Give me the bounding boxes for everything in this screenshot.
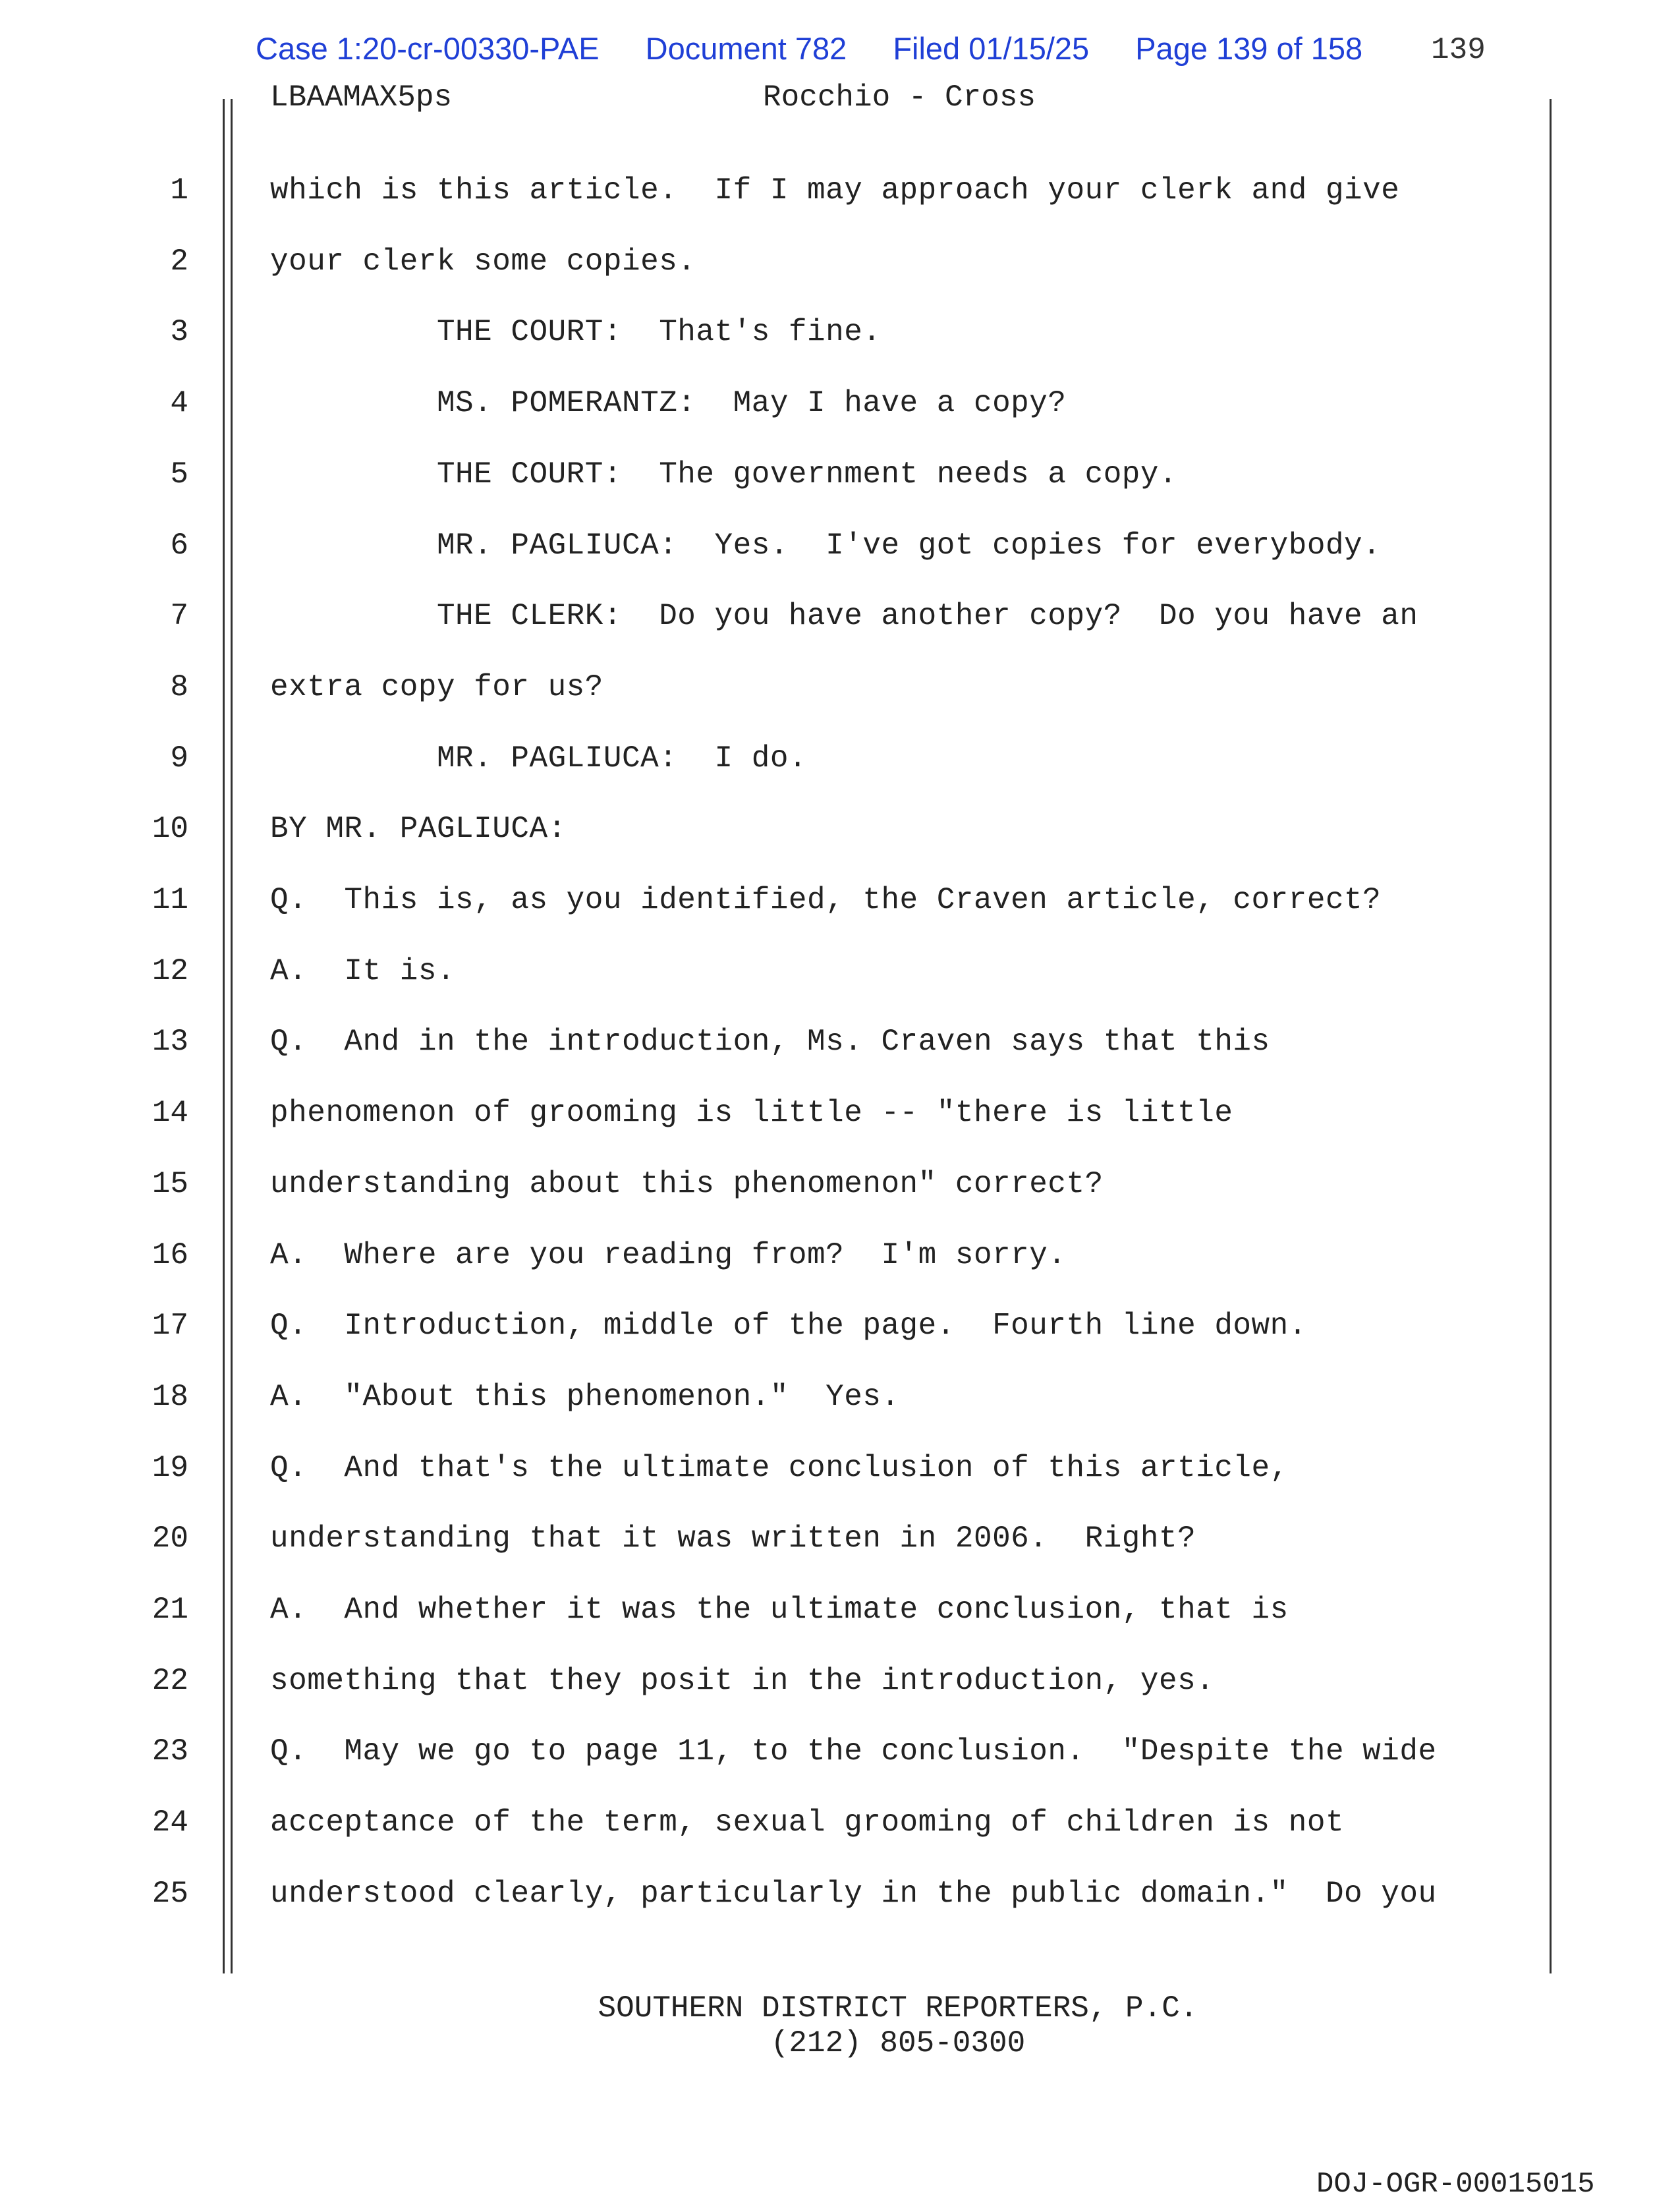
line-number: 6 bbox=[170, 528, 188, 563]
transcript-line: Q. And that's the ultimate conclusion of this article, bbox=[270, 1451, 1289, 1485]
transcript-line: understanding about this phenomenon" correct? bbox=[270, 1167, 1104, 1201]
line-number: 1 bbox=[170, 173, 188, 208]
line-number: 14 bbox=[152, 1096, 188, 1130]
transcript-line: understanding that it was written in 2006. Right? bbox=[270, 1521, 1196, 1556]
transcript-line: A. Where are you reading from? I'm sorry. bbox=[270, 1238, 1067, 1272]
line-number: 5 bbox=[170, 457, 188, 492]
transcript-line: your clerk some copies. bbox=[270, 244, 696, 279]
document-number: Document 782 bbox=[645, 31, 847, 66]
stamp-page: Page 139 of 158 bbox=[1135, 31, 1363, 66]
line-number: 8 bbox=[170, 670, 188, 704]
transcript-line: THE COURT: The government needs a copy. bbox=[270, 457, 1178, 492]
transcript-line: extra copy for us? bbox=[270, 670, 603, 704]
line-number: 24 bbox=[152, 1805, 188, 1840]
line-number: 9 bbox=[170, 741, 188, 776]
transcript-line: MS. POMERANTZ: May I have a copy? bbox=[270, 386, 1067, 420]
case-number: Case 1:20-cr-00330-PAE bbox=[256, 31, 600, 66]
transcript-line: acceptance of the term, sexual grooming of children is not bbox=[270, 1805, 1345, 1840]
line-number: 18 bbox=[152, 1380, 188, 1414]
bates-number: DOJ-OGR-00015015 bbox=[1316, 2168, 1595, 2201]
line-number: 20 bbox=[152, 1521, 188, 1556]
running-head-center: Rocchio - Cross bbox=[763, 80, 1036, 115]
left-margin-rule-1 bbox=[223, 99, 225, 1973]
transcript-line: Q. This is, as you identified, the Craven article, correct? bbox=[270, 883, 1382, 917]
line-number: 17 bbox=[152, 1309, 188, 1343]
transcript-line: something that they posit in the introduction, yes. bbox=[270, 1664, 1215, 1698]
line-number: 16 bbox=[152, 1238, 188, 1272]
transcript-line: Q. May we go to page 11, to the conclusion. "Despite the wide bbox=[270, 1734, 1437, 1769]
line-number: 7 bbox=[170, 599, 188, 633]
transcript-line: MR. PAGLIUCA: Yes. I've got copies for everybody. bbox=[270, 528, 1382, 563]
filing-stamp bbox=[256, 30, 1362, 67]
transcript-line: MR. PAGLIUCA: I do. bbox=[270, 741, 808, 776]
reporter-phone: (212) 805-0300 bbox=[770, 2026, 1026, 2060]
transcript-line: THE CLERK: Do you have another copy? Do you have an bbox=[270, 599, 1418, 633]
transcript-line: A. "About this phenomenon." Yes. bbox=[270, 1380, 900, 1414]
line-number: 11 bbox=[152, 883, 188, 917]
transcript-line: A. And whether it was the ultimate conclusion, that is bbox=[270, 1593, 1289, 1627]
transcript-line: BY MR. PAGLIUCA: bbox=[270, 812, 567, 846]
line-number: 10 bbox=[152, 812, 188, 846]
reporter-name: SOUTHERN DISTRICT REPORTERS, P.C. bbox=[598, 1991, 1198, 2026]
transcript-line: Q. Introduction, middle of the page. Fourth line down. bbox=[270, 1309, 1307, 1343]
transcript-line: understood clearly, particularly in the public domain." Do you bbox=[270, 1877, 1437, 1911]
line-number: 12 bbox=[152, 954, 188, 988]
transcript-line: which is this article. If I may approach your clerk and give bbox=[270, 173, 1400, 208]
line-number: 19 bbox=[152, 1451, 188, 1485]
transcript-line: A. It is. bbox=[270, 954, 456, 988]
line-number: 21 bbox=[152, 1593, 188, 1627]
left-margin-rule-2 bbox=[231, 99, 233, 1973]
transcript-line: phenomenon of grooming is little -- "there is little bbox=[270, 1096, 1233, 1130]
right-margin-rule bbox=[1550, 99, 1552, 1973]
line-number: 22 bbox=[152, 1664, 188, 1698]
line-number: 25 bbox=[152, 1877, 188, 1911]
line-number: 3 bbox=[170, 315, 188, 349]
filed-date: Filed 01/15/25 bbox=[893, 31, 1090, 66]
line-number: 4 bbox=[170, 386, 188, 420]
page-number: 139 bbox=[1431, 33, 1486, 67]
line-number: 2 bbox=[170, 244, 188, 279]
line-number: 13 bbox=[152, 1025, 188, 1059]
transcript-line: Q. And in the introduction, Ms. Craven says that this bbox=[270, 1025, 1270, 1059]
transcript-line: THE COURT: That's fine. bbox=[270, 315, 882, 349]
line-number: 23 bbox=[152, 1734, 188, 1769]
running-head-left: LBAAMAX5ps bbox=[270, 80, 453, 115]
line-number: 15 bbox=[152, 1167, 188, 1201]
